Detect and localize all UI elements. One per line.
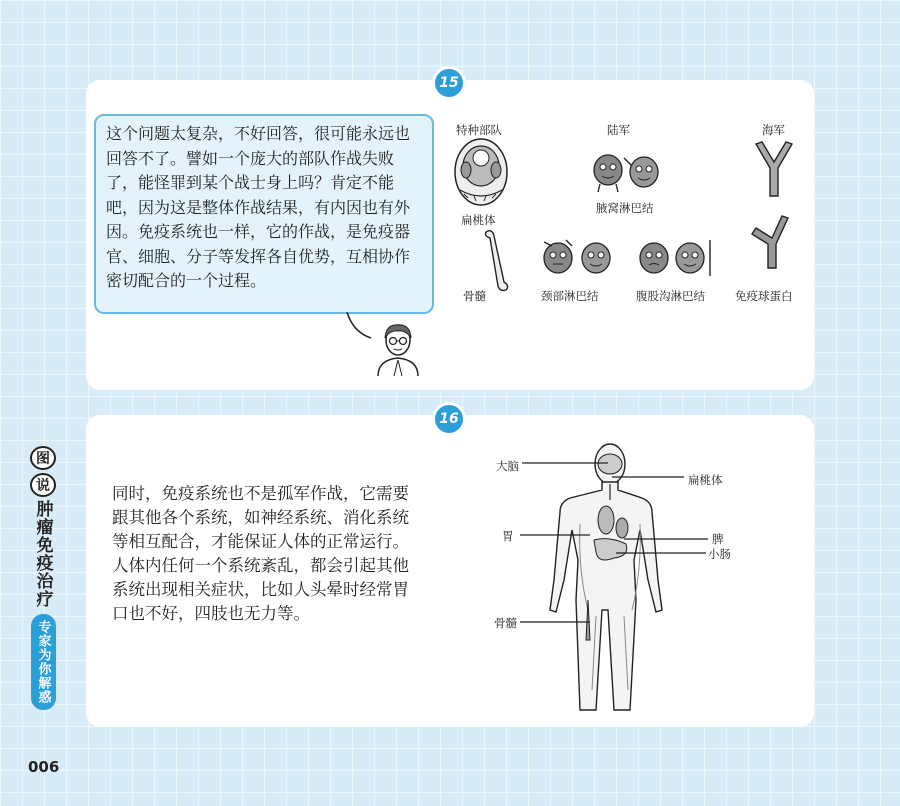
axillary-lymph-node-characters [588,150,668,194]
panel-number-badge: 15 [432,66,466,100]
label-tonsil: 扁桃体 [461,213,496,227]
label-immunoglobulin: 免疫球蛋白 [735,289,793,303]
body-paragraph: 同时，免疫系统也不是孤军作战，它需要跟其他各个系统，如神经系统、消化系统等相互配合，才能保证人体的正常运行。人体内任何一个系统紊乱，都会引起其他系统出现相关症状，比如人头晕时经常胃口也不好，四肢也无力等。 [112,484,409,623]
label-brain: 大脑 [496,459,519,473]
label-bone-marrow: 骨髓 [463,289,486,303]
logo-char-2: 说 [30,473,56,497]
speech-text: 这个问题太复杂，不好回答，很可能永远也回答不了。譬如一个庞大的部队作战失败了，能怪罪到某个战士身上吗？肯定不能吧，因为这是整体作战结果，有内因也有外因。免疫系统也一样，它的作战，是免疫器官、细胞、分子等发挥各自优势，互相协作密切配合的一个过程。 [106,124,411,290]
inguinal-lymph-node-characters [634,236,716,280]
label-axillary-lymph-node: 腋窝淋巴结 [596,201,654,215]
label-bone-marrow: 骨髓 [494,616,517,630]
tonsil-illustration [452,136,510,208]
logo-char-1: 图 [30,446,56,470]
panel-number-badge: 16 [432,402,466,436]
label-navy: 海军 [762,123,785,137]
label-inguinal-lymph-node: 腹股沟淋巴结 [636,289,705,303]
doctor-icon [372,320,424,378]
bone-illustration [478,228,514,292]
book-title: 肿瘤免疫治疗 [32,500,53,608]
label-cervical-lymph-node: 颈部淋巴结 [541,289,599,303]
antibody-illustration [750,140,796,200]
label-spleen: 脾 [712,532,724,546]
label-special-forces: 特种部队 [456,123,502,137]
label-small-intestine: 小肠 [708,547,731,561]
label-tonsil: 扁桃体 [688,473,723,487]
page-number: 006 [28,758,60,776]
bubble-tail [345,312,375,342]
antibody-illustration-2 [748,214,796,272]
speech-bubble [94,114,434,314]
label-stomach: 胃 [502,529,514,543]
book-subtitle: 专家为你解惑 [31,614,56,710]
cervical-lymph-node-characters [538,236,616,280]
book-logo [28,446,58,710]
label-army: 陆军 [607,123,630,137]
